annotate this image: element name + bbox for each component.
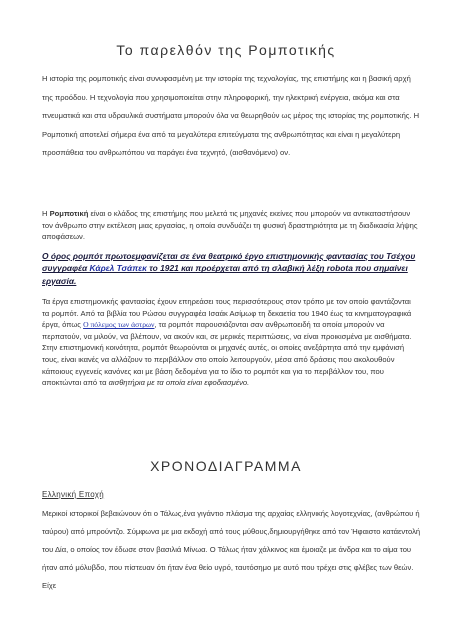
scifi-part2: , τα ρομπότ παρουσιάζονται σαν ανθρωποειδή τα οποία μπορούν να περπατούν, να μιλούν, να βλέπουν, να ακούν και, σε μερικές περιπτώσεις, να είναι προικισμένα με αισθήματα. Στην επιστημονική κοινότητα, ρομπότ θεωρούνται οι μηχανές αυτές, οι οποίες ανεξάρτητα από την εμφάνισή τους, είναι ικανές να αλλάζουν το περιβάλλον στο οποίο λειτουργούν, μέσα από δράσεις που ακολουθούν κάποιους εγγενείς κανόνες και με βάση δεδομένα για το ίδιο το ρομπότ και για το περιβάλλον του, που αποκτώνται από τα — [42, 320, 412, 388]
definition-paragraph — [42, 208, 420, 243]
timeline-title: ΧΡΟΝΟΔΙΑΓΡΑΜΜΑ — [150, 458, 302, 474]
robot-term-heading — [42, 250, 422, 287]
timeline-subtitle: Ελληνική Εποχή — [42, 490, 105, 499]
timeline-paragraph: Μερικοί ιστορικοί βεβαιώνουν ότι ο Τάλως,ένα γιγάντιο πλάσμα της αρχαίας ελληνικής λογοτεχνίας, (ανθρώπου ή ταύρου) από μπρούντζο. Σύμφωνα με μια εκδοχή από τους μύθους,δημιουργήθηκε από τον Ήφαιστο κατάεντολή του Δία, ο οποίος τον έδωσε στον βασιλιά Μίνωα. Ο Τάλως ήταν χάλκινος και έμοιαζε με άνδρα και το αίμα του ήταν από μόλυβδο, που πίστευαν ότι ήταν ένα θείο υγρό, ταυτόσημο με αυτό που τρέχει στις φλέβες των θεών. Είχε — [42, 509, 421, 590]
star-wars-link[interactable]: Ο πόλεμος των άστρων — [83, 320, 155, 330]
definition-term: Ρομποτική — [49, 209, 89, 218]
heading-part1: Ο όρος ρομπότ πρωτοεμφανίζεται σε ένα θεατρικό έργο επιστημονικής φαντασίας του Τσέχου συγγραφέα — [42, 251, 416, 274]
scifi-part1: Τα έργα επιστημονικής φαντασίας έχουν επηρεάσει τους περισσότερους στον τρόπο με τον οποίο φαντάζονται τα ρομπότ. Από τα βιβλία του Ρώσου συγγραφέα Ισαάκ Ασίμωφ τη δεκαετία του 1940 έως τα κινηματογραφικά έργα, όπως — [42, 297, 412, 330]
heading-part2: το 1921 και προέρχεται από τη σλαβική λέξη robota που σημαίνει εργασία. — [42, 263, 408, 286]
page-title: Το παρελθόν της Ρομποτικής — [116, 42, 336, 58]
intro-paragraph: Η ιστορία της ρομποτικής είναι συνυφασμένη με την ιστορία της τεχνολογίας, της επιστήμης και η βασική αρχή της προόδου. Η τεχνολογία που χρησιμοποιείται στην πληροφορική, την ηλεκτρική ενέργεια, ακόμα και στα πνευματικά και στα υδραυλικά συστήματα μπορούν όλα να θεωρηθούν ως μέρος της ιστορίας της ρομποτικής. Η Ρομποτική αποτελεί σήμερα ένα από τα μεγαλύτερα επιτεύγματα της ανθρωπότητας και είναι η μεγαλύτερη προσπάθεια του ανθρωπόπου να παράγει ένα τεχνητό, (αισθανόμενο) ον. — [42, 74, 420, 158]
author-link[interactable]: Κάρελ Τσάπεκ — [89, 263, 147, 274]
scifi-italic: αισθητήρια με τα οποία είναι εφοδιασμένο. — [108, 378, 250, 388]
definition-rest: είναι ο κλάδος της επιστήμης που μελετά τις μηχανές εκείνες που μπορούν να αντικαταστήσουν τον άνθρωπο στην εκτέλεση μιας εργασίας, η οποία συνδυάζει τη φυσική δραστηριότητα με τη διαδικασία λήψης αποφάσεων. — [42, 209, 418, 242]
scifi-paragraph — [42, 296, 420, 389]
definition-lead: Η — [42, 209, 50, 218]
